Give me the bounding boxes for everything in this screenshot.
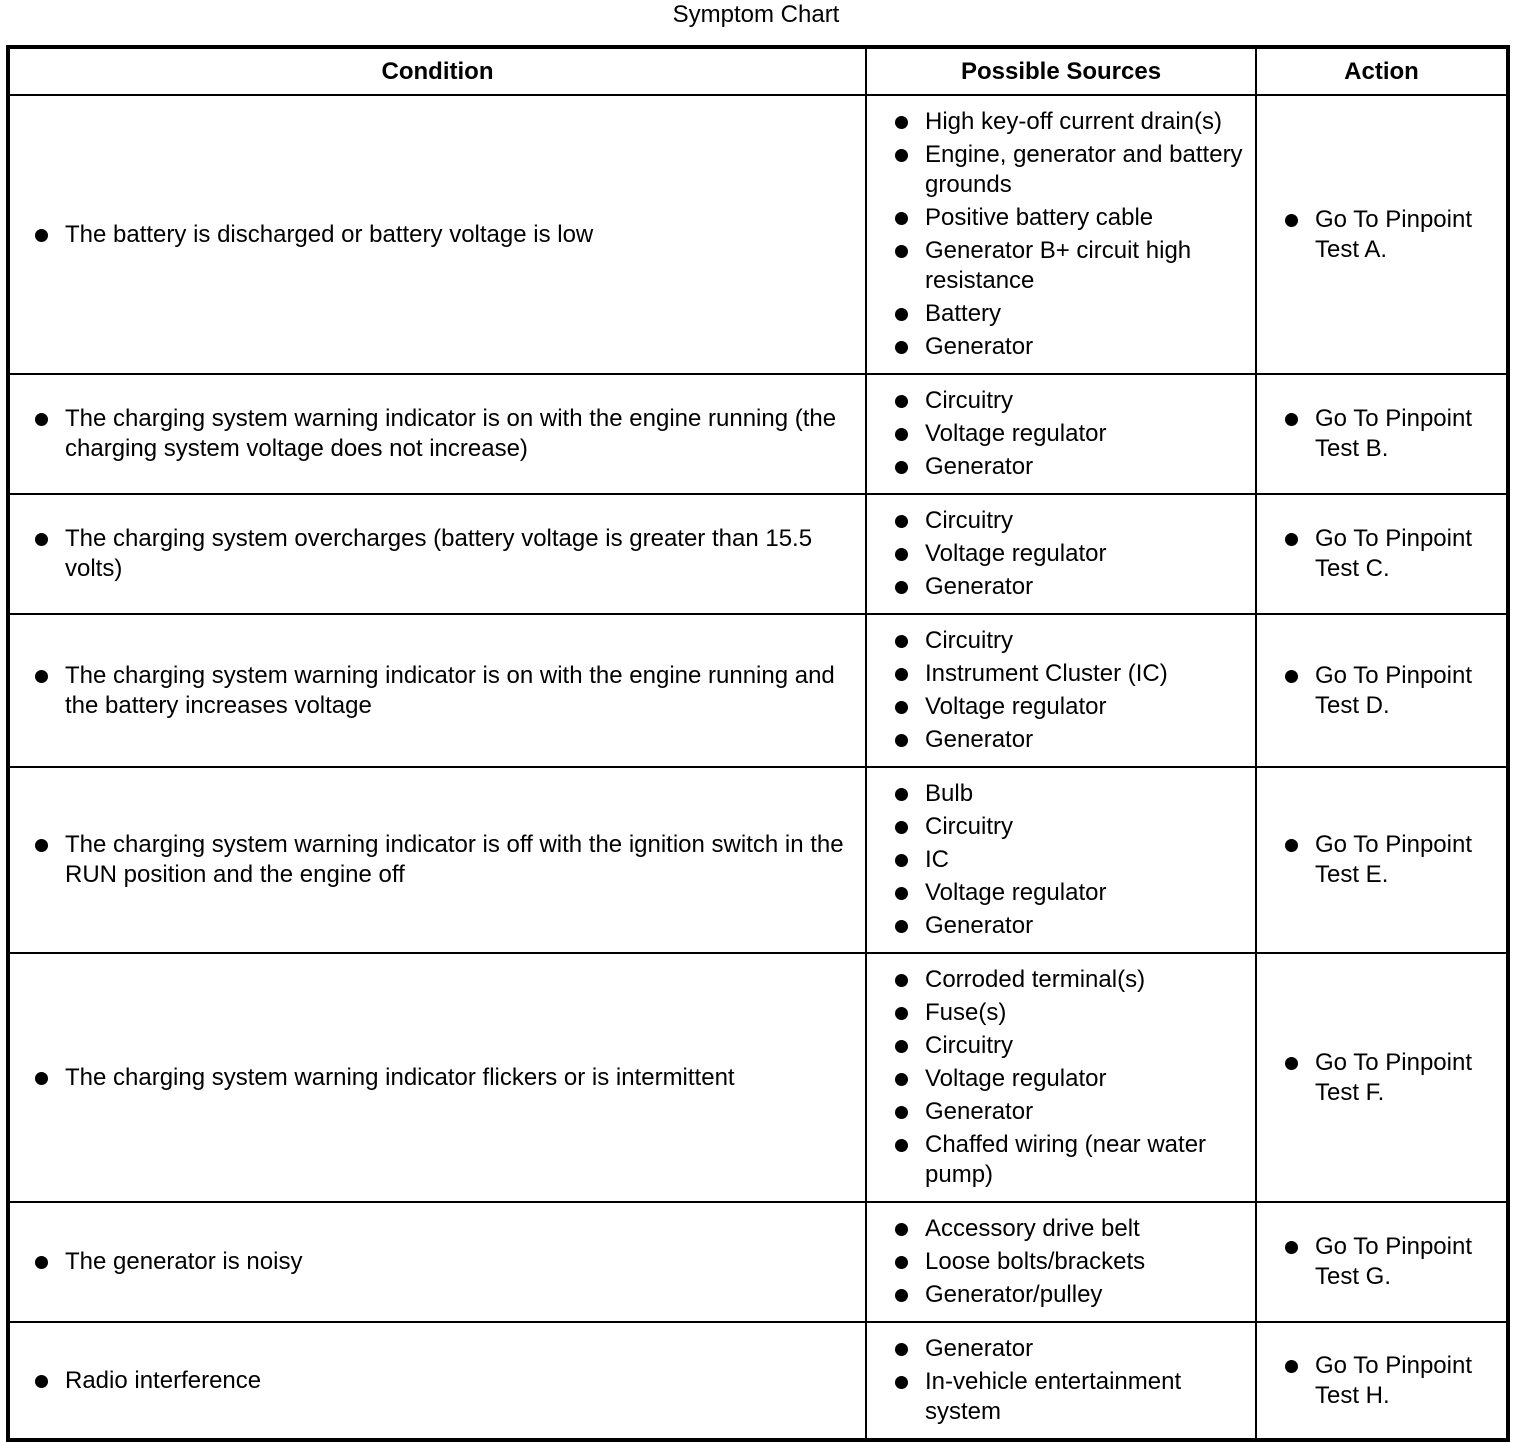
source-list-item: Circuitry — [925, 626, 1245, 656]
action-text: Go To Pinpoint Test F. — [1315, 1048, 1496, 1108]
action-cell — [1256, 614, 1508, 767]
possible-sources-cell — [866, 1202, 1256, 1322]
action-text: Go To Pinpoint Test C. — [1315, 524, 1496, 584]
source-list-item: Generator — [925, 1334, 1245, 1364]
source-list-item: Fuse(s) — [925, 998, 1245, 1028]
source-list-item: Generator — [925, 1097, 1245, 1127]
condition-cell — [8, 494, 866, 614]
condition-text: The charging system overcharges (battery voltage is greater than 15.5 volts) — [65, 524, 847, 584]
header-possible-sources: Possible Sources — [866, 47, 1256, 95]
condition-cell — [8, 95, 866, 374]
symptom-table — [6, 45, 1510, 1442]
source-list-item: Bulb — [925, 779, 1245, 809]
condition-cell — [8, 614, 866, 767]
table-row — [8, 1202, 1508, 1322]
table-row — [8, 614, 1508, 767]
source-list-item: Accessory drive belt — [925, 1214, 1245, 1244]
table-row — [8, 953, 1508, 1202]
source-list-item: High key-off current drain(s) — [925, 107, 1245, 137]
table-row — [8, 95, 1508, 374]
condition-cell — [8, 767, 866, 953]
possible-sources-cell — [866, 95, 1256, 374]
source-list-item: Positive battery cable — [925, 203, 1245, 233]
source-list-item: Voltage regulator — [925, 692, 1245, 722]
possible-sources-cell — [866, 953, 1256, 1202]
source-list-item: Chaffed wiring (near water pump) — [925, 1130, 1245, 1190]
condition-cell — [8, 1202, 866, 1322]
source-list-item: Generator — [925, 452, 1245, 482]
source-list-item: Generator — [925, 572, 1245, 602]
source-list-item: Generator/pulley — [925, 1280, 1245, 1310]
source-list-item: Voltage regulator — [925, 878, 1245, 908]
source-list-item: Generator — [925, 725, 1245, 755]
action-text: Go To Pinpoint Test E. — [1315, 830, 1496, 890]
action-cell — [1256, 767, 1508, 953]
possible-sources-cell — [866, 614, 1256, 767]
source-list-item: In-vehicle entertainment system — [925, 1367, 1245, 1427]
header-condition: Condition — [8, 47, 866, 95]
condition-text: The battery is discharged or battery voltage is low — [65, 220, 847, 250]
source-list-item: Engine, generator and battery grounds — [925, 140, 1245, 200]
source-list-item: Generator B+ circuit high resistance — [925, 236, 1245, 296]
action-cell — [1256, 494, 1508, 614]
condition-text: Radio interference — [65, 1366, 847, 1396]
action-cell — [1256, 953, 1508, 1202]
source-list-item: Battery — [925, 299, 1245, 329]
action-text: Go To Pinpoint Test G. — [1315, 1232, 1496, 1292]
condition-text: The charging system warning indicator is on with the engine running and the battery increases voltage — [65, 661, 847, 721]
table-row — [8, 767, 1508, 953]
action-cell — [1256, 1322, 1508, 1440]
condition-text: The charging system warning indicator flickers or is intermittent — [65, 1063, 847, 1093]
source-list-item: Voltage regulator — [925, 539, 1245, 569]
condition-cell — [8, 374, 866, 494]
condition-cell — [8, 1322, 866, 1440]
source-list-item: Circuitry — [925, 812, 1245, 842]
possible-sources-cell — [866, 494, 1256, 614]
condition-cell — [8, 953, 866, 1202]
action-cell — [1256, 374, 1508, 494]
source-list-item: Circuitry — [925, 506, 1245, 536]
action-cell — [1256, 95, 1508, 374]
header-row — [8, 47, 1508, 95]
source-list-item: IC — [925, 845, 1245, 875]
source-list-item: Voltage regulator — [925, 419, 1245, 449]
source-list-item: Generator — [925, 911, 1245, 941]
possible-sources-cell — [866, 767, 1256, 953]
action-text: Go To Pinpoint Test H. — [1315, 1351, 1496, 1411]
header-action: Action — [1256, 47, 1508, 95]
page-title: Symptom Chart — [672, 1, 840, 28]
source-list-item: Generator — [925, 332, 1245, 362]
table-row — [8, 1322, 1508, 1440]
action-text: Go To Pinpoint Test A. — [1315, 205, 1496, 265]
possible-sources-cell — [866, 374, 1256, 494]
condition-text: The charging system warning indicator is off with the ignition switch in the RUN position and the engine off — [65, 830, 847, 890]
source-list-item: Circuitry — [925, 1031, 1245, 1061]
possible-sources-cell — [866, 1322, 1256, 1440]
action-text: Go To Pinpoint Test D. — [1315, 661, 1496, 721]
table-row — [8, 374, 1508, 494]
source-list-item: Voltage regulator — [925, 1064, 1245, 1094]
condition-text: The charging system warning indicator is on with the engine running (the charging system voltage does not increase) — [65, 404, 847, 464]
source-list-item: Instrument Cluster (IC) — [925, 659, 1245, 689]
condition-text: The generator is noisy — [65, 1247, 847, 1277]
source-list-item: Loose bolts/brackets — [925, 1247, 1245, 1277]
action-text: Go To Pinpoint Test B. — [1315, 404, 1496, 464]
action-cell — [1256, 1202, 1508, 1322]
source-list-item: Corroded terminal(s) — [925, 965, 1245, 995]
table-row — [8, 494, 1508, 614]
source-list-item: Circuitry — [925, 386, 1245, 416]
